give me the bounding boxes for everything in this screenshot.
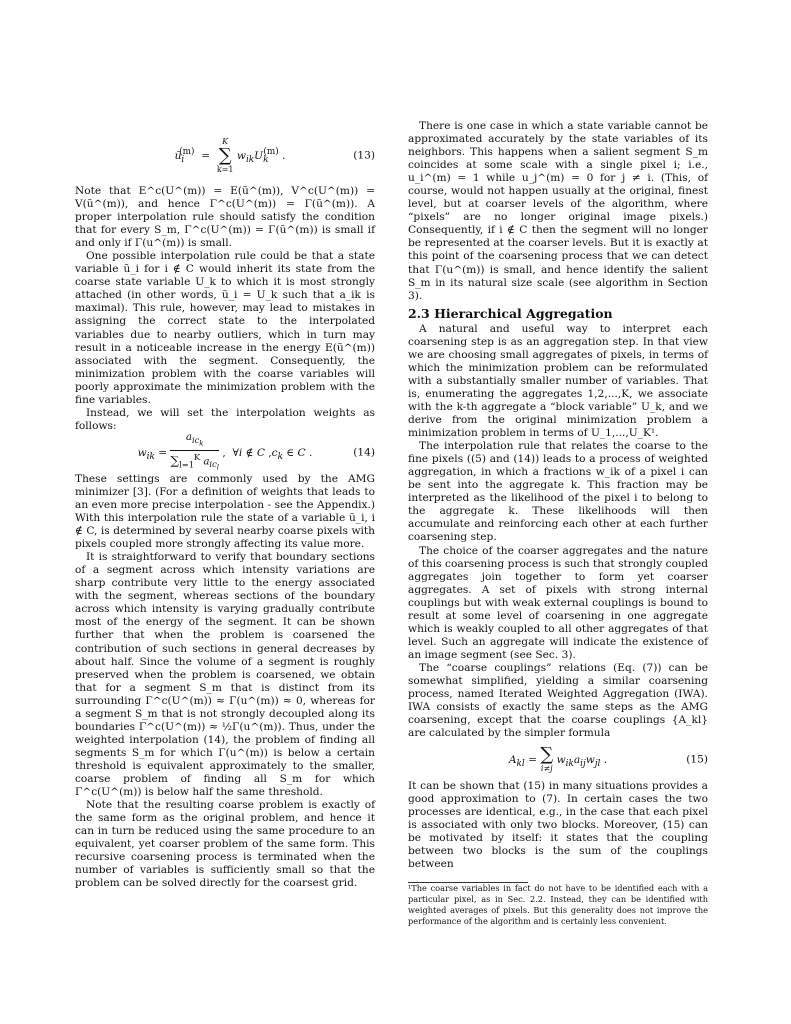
footnote: ¹The coarse variables in fact do not have to be identified each with a particular pixel, as in Sec. 2.2. Instead, they can be identified with weighted averages of pixels. But this generality does not improve the performance of the algorithm and is certainly less convenient.: [408, 882, 708, 926]
equation-13: $ũ_i^{(m)}$ = K ∑ k=1 $w_{ik}U_k^{(m)}$ . (13): [174, 137, 375, 174]
paragraph: It is straightforward to verify that boundary sections of a segment across which intensity variations are sharp contribute very little to the energy associated with the segment, whereas sections of the boundary across which intensity is varying gradually contribute most of the energy of the segment. It can be shown further that when the problem is coarsened the contribution of such sections in general decreases by about half. Since the volume of a segment is roughly preserved when the problem is coarsened, we obtain that for a segment S_m that is distinct from its surrounding Γ^c(U^(m)) ≈ Γ(u^(m)) ≈ 0, whereas for a segment S_m that is not strongly decoupled along its boundaries Γ^c(U^(m)) ≈ ½Γ(u^(m)). Thus, under the weighted interpolation (14), the problem of finding all segments S_m for which Γ(u^(m)) is below a certain threshold is equivalent approximately to the smaller, coarse problem of finding all S_m for which Γ^c(U^(m)) is below half the same threshold.: [75, 551, 375, 799]
equation-15: $A_{kl}$ = ∑ i≠j $w_{ik}a_{ij}w_{jl}$ . (15): [508, 744, 708, 774]
paragraph: These settings are commonly used by the AMG minimizer [3]. (For a definition of weights that leads to an even more precise interpolation - see the Appendix.) With this interpolation rule the state of a variable ũ_i, i ∉ C, is determined by several nearby coarse pixels with pixels coupled more strongly affecting its value more.: [75, 472, 375, 551]
paragraph: Note that E^c(U^(m)) = E(ũ^(m)), V^c(U^(m)) = V(ũ^(m)), and hence Γ^c(U^(m)) = Γ(ũ^(m)). A proper interpolation rule should satisfy the condition that for every S_m, Γ^c(U^(m)) = Γ(ũ^(m)) is small if and only if Γ(u^(m)) is small.: [75, 185, 375, 250]
paragraph: The interpolation rule that relates the coarse to the fine pixels ((5) and (14)) leads to a process of weighted aggregation, in which a fractions w_ik of a pixel i can be sent into the aggregate k. This fraction may be interpreted as the likelihood of the pixel i to belong to the aggregate k. These likelihoods will then accumulate and reinforcing each other at each further coarsening step.: [408, 440, 708, 544]
paragraph: The choice of the coarser aggregates and the nature of this coarsening process is such that strongly coupled aggregates join together to form yet coarser aggregates. A set of pixels with strong internal couplings but with weak external couplings is bound to result at some level of coarsening in one aggregate which is weakly coupled to all other aggregates of that level. Such an aggregate will indicate the existence of an image segment (see Sec. 3).: [408, 544, 708, 661]
paragraph: A natural and useful way to interpret each coarsening step is as an aggregation step. In that view we are choosing small aggregates of pixels, in terms of which the minimization problem can be reformulated with a substantially smaller number of variables. That is, enumerating the aggregates 1,2,...,K, we associate with the k-th aggregate a “block variable” U_k, and we derive from the original minimization problem a minimization problem in terms of U_1,...,U_K¹.: [408, 322, 708, 440]
equation-number: (15): [686, 753, 708, 766]
paragraph: Note that the resulting coarse problem is exactly of the same form as the original problem, and hence it can in turn be reduced using the same procedure to an equivalent, yet coarser problem of the same form. This recursive coarsening process is terminated when the number of variables is sufficiently small so that the problem can be solved directly for the coarsest grid.: [75, 799, 375, 890]
paragraph: One possible interpolation rule could be that a state variable ũ_i for i ∉ C would inherit its state from the coarse state variable U_k to which it is most strongly attached (in other words, ũ_i = U_k such that a_ik is maximal). This rule, however, may lead to mistakes in assigning the correct state to the interpolated variables due to nearby outliers, which in turn may result in a noticeable increase in the energy E(ũ^(m)) associated with the segment. Consequently, the minimization problem with the coarse variables will poorly approximate the minimization problem with the fine variables.: [75, 250, 375, 406]
paragraph: It can be shown that (15) in many situations provides a good approximation to (7). In certain cases the two processes are identical, e.g., in the case that each pixel is associated with only two blocks. Moreover, (15) can be motivated by itself: it states that the coupling between two blocks is the sum of the couplings between: [408, 780, 708, 871]
left-column: [75, 133, 375, 890]
right-column: [408, 120, 708, 927]
paragraph: There is one case in which a state variable cannot be approximated accurately by the state variables of its neighbors. This happens when a salient segment S_m coincides at some scale with a single pixel i; i.e., u_i^(m) = 1 while u_j^(m) = 0 for j ≠ i. (This, of course, would not happen usually at the original, finest level, but at coarser levels of the algorithm, where “pixels” are no longer original image pixels.) Consequently, if i ∉ C then the segment will no longer be represented at the coarser levels. But it is exactly at this point of the coarsening process that we can detect that Γ(u^(m)) is small, and hence identify the salient S_m in its natural size scale (see algorithm in Section 3).: [408, 120, 708, 302]
equation-number: (14): [353, 446, 375, 459]
paragraph: Instead, we will set the interpolation weights as follows:: [75, 406, 375, 432]
equation-number: (13): [353, 149, 375, 162]
paragraph: The “coarse couplings” relations (Eq. (7)) can be somewhat simplified, yielding a similar coarsening process, named Iterated Weighted Aggregation (IWA). IWA consists of exactly the same steps as the AMG coarsening, except that the coarse couplings {A_kl} are calculated by the simpler formula: [408, 661, 708, 740]
section-heading: 2.3 Hierarchical Aggregation: [408, 305, 613, 321]
equation-14: $w_{ik}$ = $\frac{a_{ic_k}}{\sum_{l=1}^K a_{ic_l}}$ , ∀i ∉ C $,c_k$ ∈ C . (14): [137, 432, 375, 472]
